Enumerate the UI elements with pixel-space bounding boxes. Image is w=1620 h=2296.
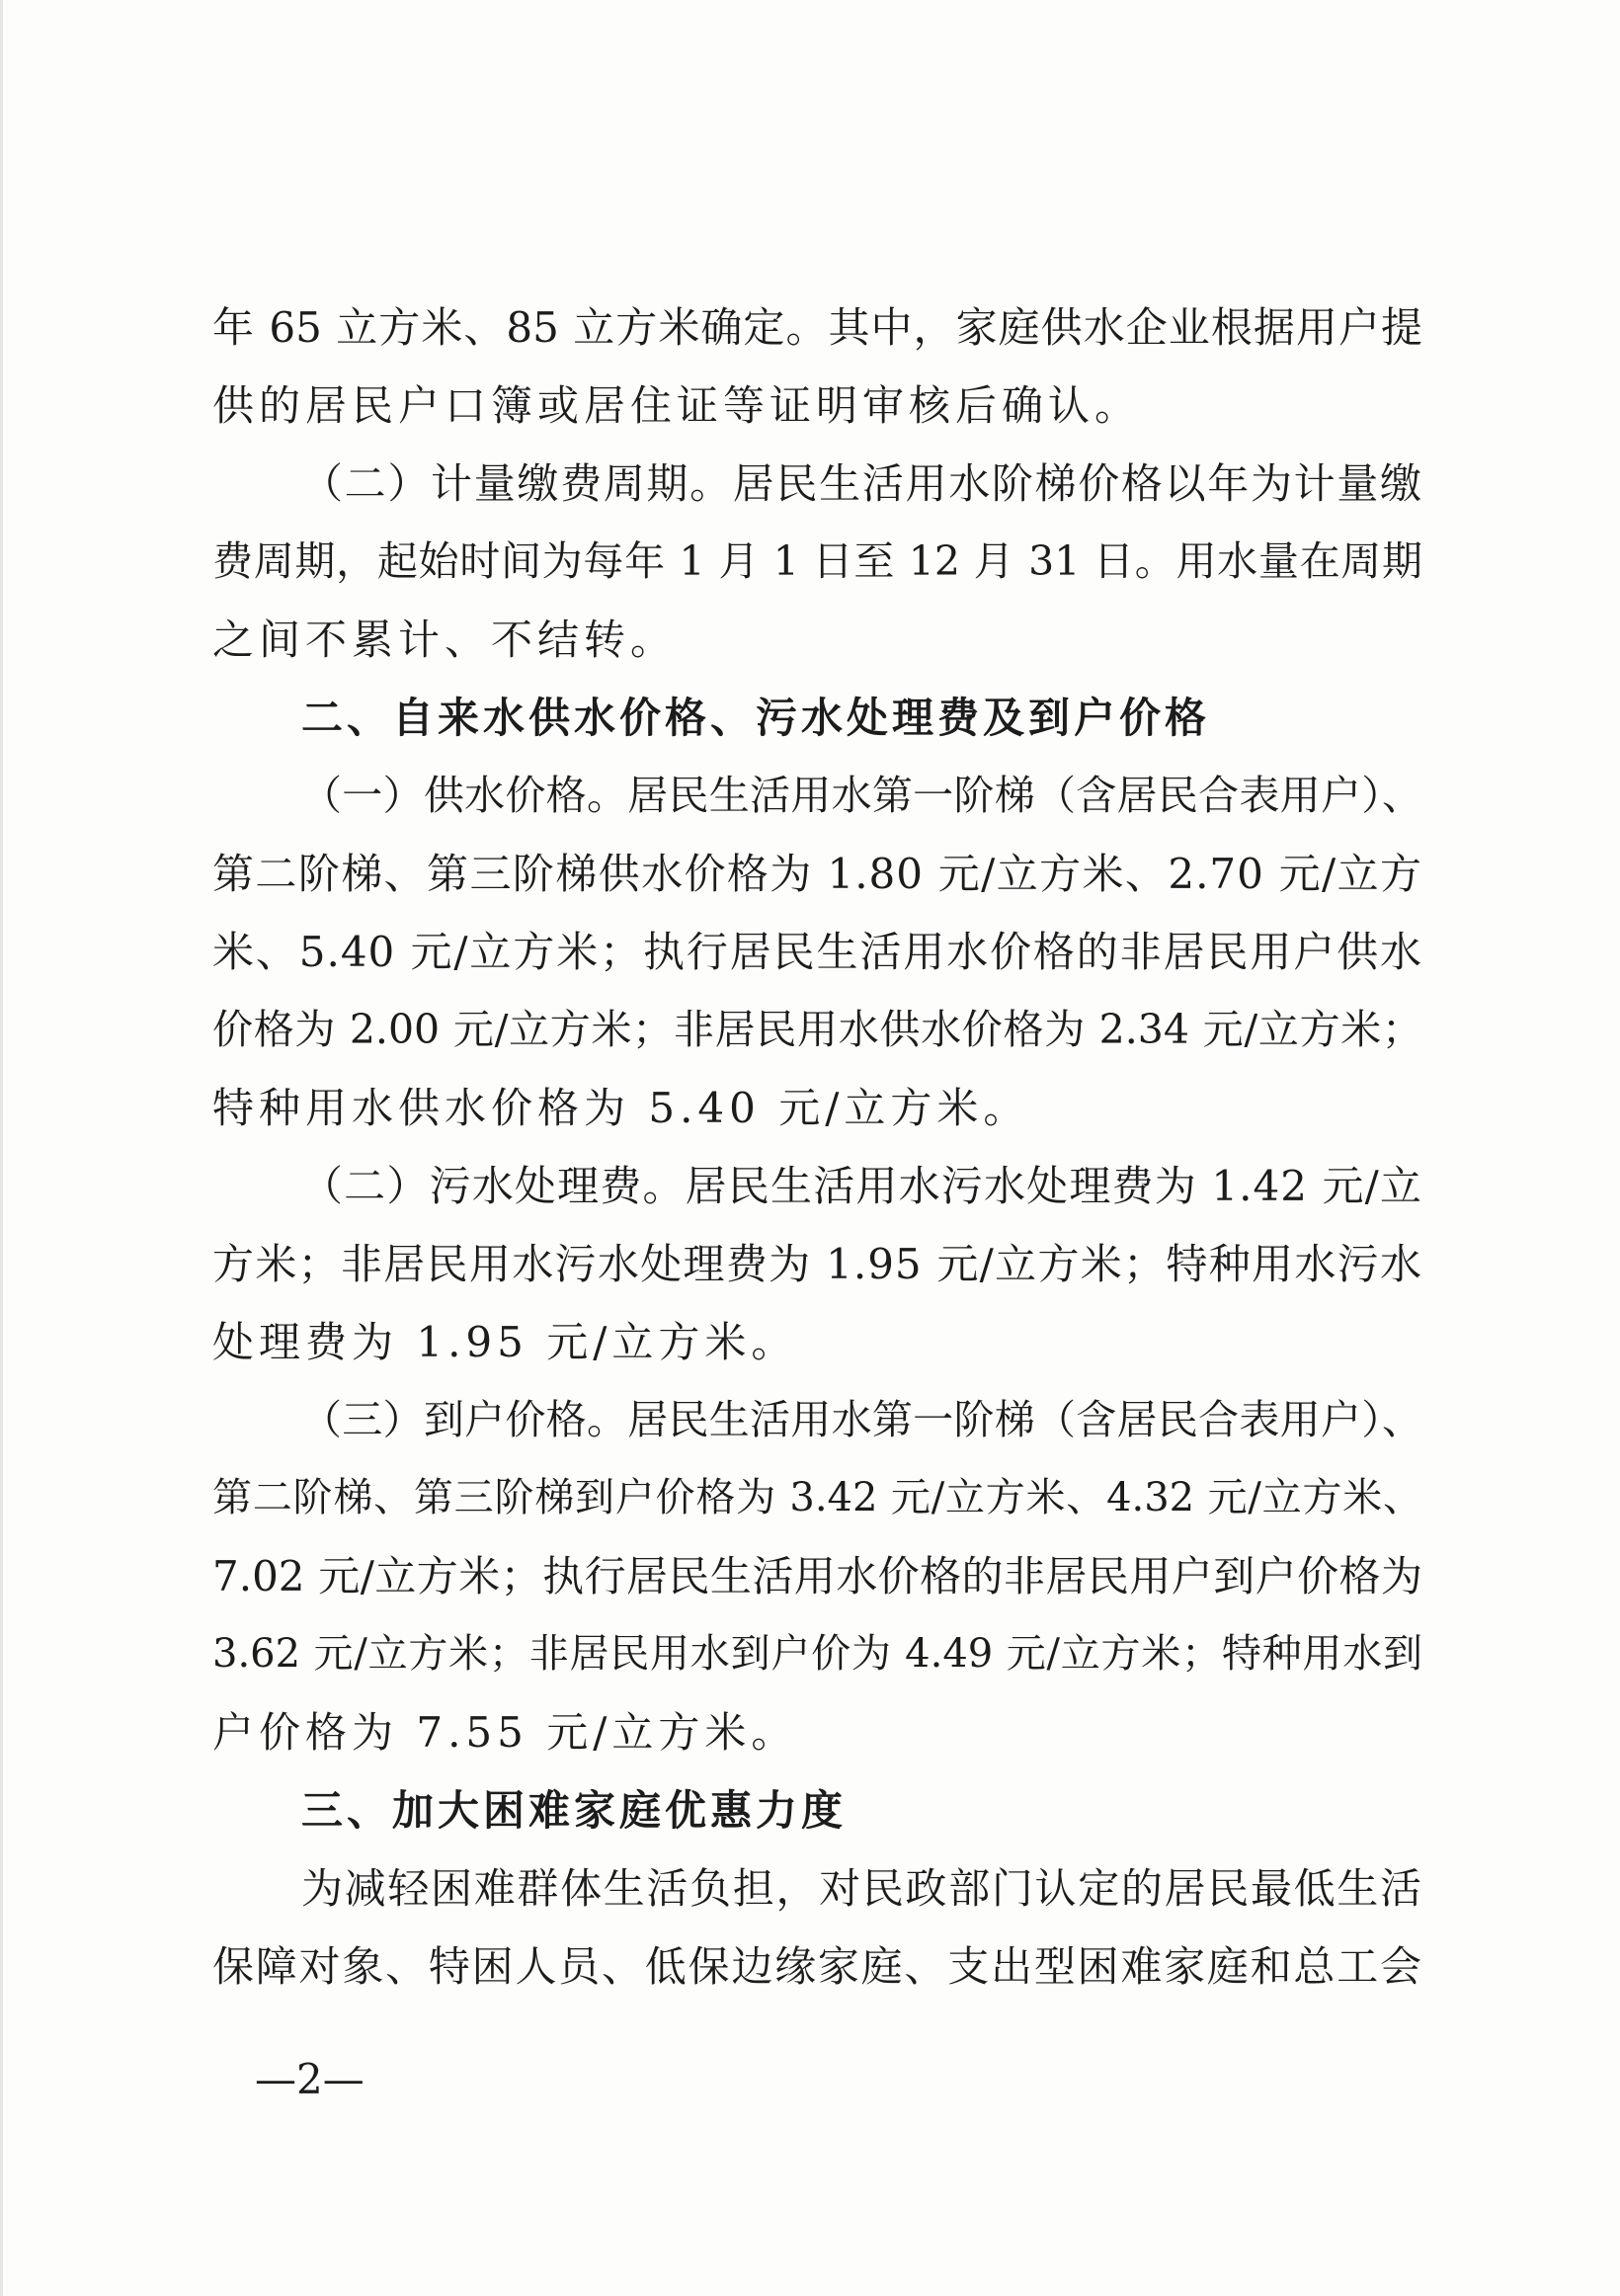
subsection-paragraph-start: （一）供水价格。居民生活用水第一阶梯（含居民合表用户）、 — [301, 772, 1422, 819]
text-line: 户价格为 7.55 元/立方米。 — [212, 1708, 798, 1757]
text-line: 米、5.40 元/立方米；执行居民生活用水价格的非居民用户供水 — [212, 928, 1422, 976]
text-line: 处理费为 1.95 元/立方米。 — [212, 1318, 798, 1366]
subsection-paragraph-start: （二）计量缴费周期。居民生活用水阶梯价格以年为计量缴 — [301, 459, 1422, 508]
text-line: 7.02 元/立方米；执行居民生活用水价格的非居民用户到户价格为 — [212, 1552, 1422, 1600]
text-line: 之间不累计、不结转。 — [212, 615, 678, 664]
subsection-paragraph-start: （三）到户价格。居民生活用水第一阶梯（含居民合表用户）、 — [301, 1396, 1422, 1443]
text-line: 特种用水供水价格为 5.40 元/立方米。 — [212, 1084, 1030, 1132]
subsection-paragraph-start: （二）污水处理费。居民生活用水污水处理费为 1.42 元/立 — [301, 1162, 1422, 1210]
text-line: 价格为 2.00 元/立方米；非居民用水供水价格为 2.34 元/立方米； — [212, 1006, 1422, 1053]
section-heading: 三、加大困难家庭优惠力度 — [301, 1786, 848, 1835]
text-line: 3.62 元/立方米；非居民用水到户价为 4.49 元/立方米；特种用水到 — [212, 1631, 1422, 1677]
text-line: 供的居民户口簿或居住证等证明审核后确认。 — [212, 381, 1142, 430]
document-body — [212, 288, 1422, 2006]
text-line: 费周期，起始时间为每年 1 月 1 日至 12 月 31 日。用水量在周期 — [212, 537, 1422, 585]
page-number: —2— — [255, 2055, 364, 2103]
text-line: 方米；非居民用水污水处理费为 1.95 元/立方米；特种用水污水 — [212, 1240, 1422, 1288]
paragraph-start: 为减轻困难群体生活负担，对民政部门认定的居民最低生活 — [301, 1864, 1422, 1913]
text-line: 第二阶梯、第三阶梯供水价格为 1.80 元/立方米、2.70 元/立方 — [212, 850, 1422, 898]
text-line: 保障对象、特困人员、低保边缘家庭、支出型困难家庭和总工会 — [212, 1942, 1422, 1991]
page-edge-shadow — [0, 0, 3, 2296]
text-line: 年 65 立方米、85 立方米确定。其中，家庭供水企业根据用户提 — [212, 303, 1422, 352]
text-line: 第二阶梯、第三阶梯到户价格为 3.42 元/立方米、4.32 元/立方米、 — [212, 1475, 1422, 1520]
section-heading: 二、自来水供水价格、污水处理费及到户价格 — [301, 694, 1211, 742]
